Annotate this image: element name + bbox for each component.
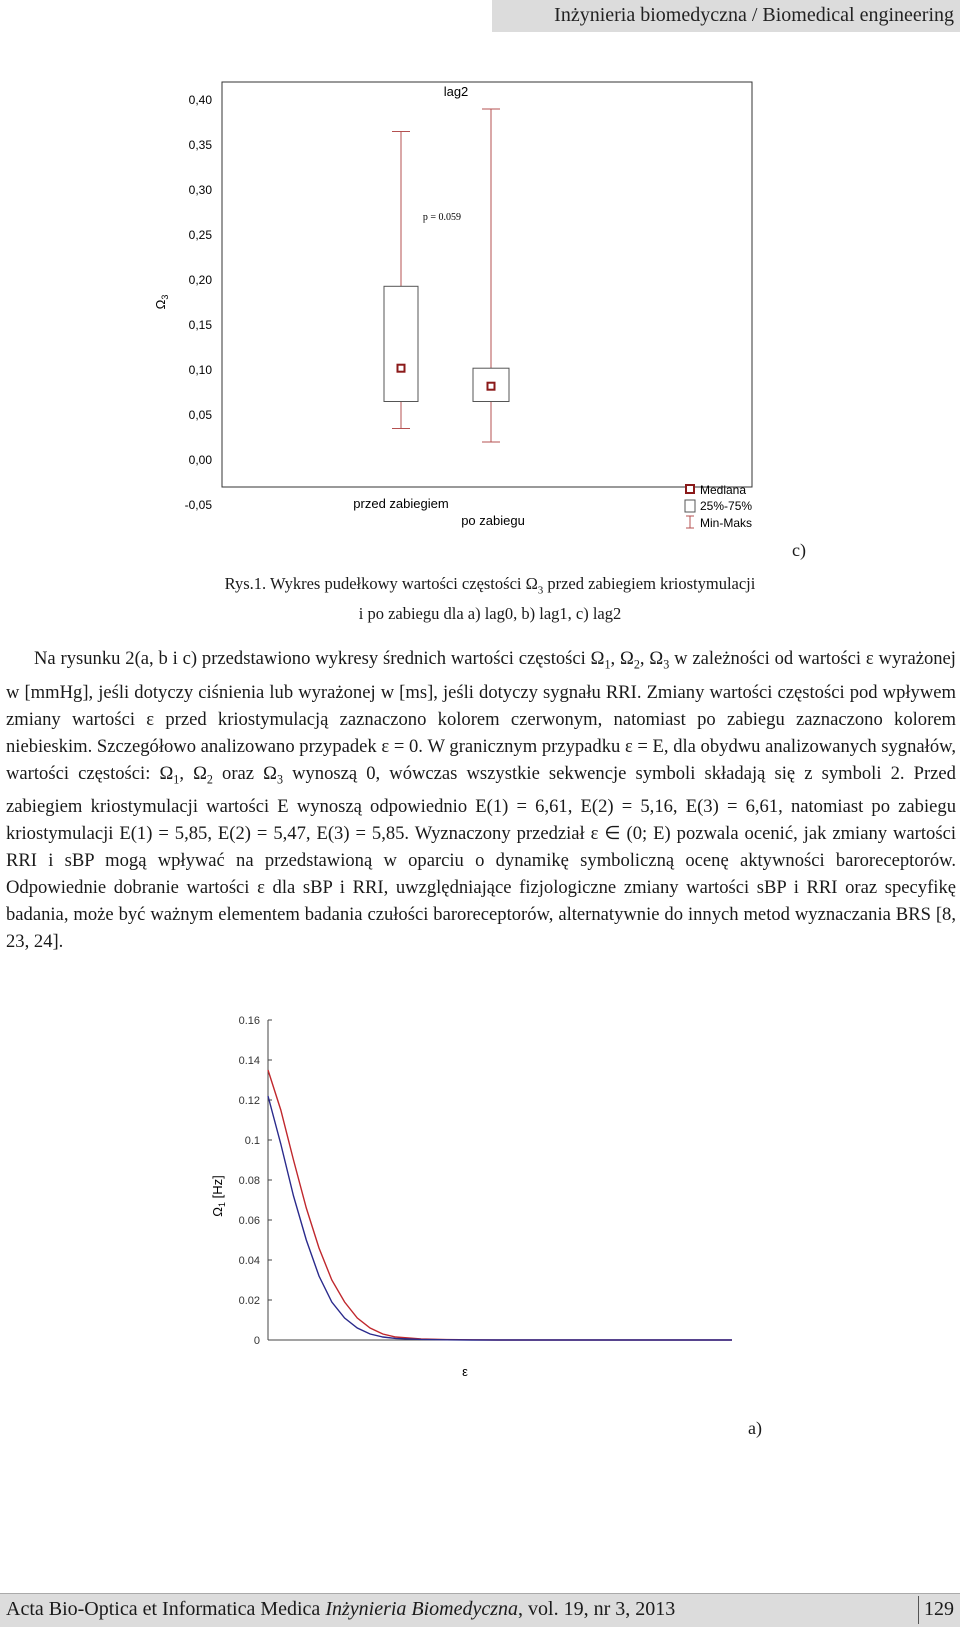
chart-title: lag2 bbox=[443, 84, 469, 99]
legend-box-marker bbox=[685, 500, 695, 512]
y-tick-label: 0,05 bbox=[188, 408, 212, 422]
svg-text:Ω1 [Hz]: $\Omega_1$ [Hz] bbox=[210, 1175, 227, 1217]
y-tick-label: 0.06 bbox=[238, 1215, 260, 1227]
legend-minmax-label: Min-Maks bbox=[700, 516, 753, 530]
category-label-after: po zabiegu bbox=[461, 513, 525, 528]
median-marker bbox=[398, 365, 405, 372]
category-label-before: przed zabiegiem bbox=[353, 496, 449, 511]
y-tick-label: -0,05 bbox=[184, 498, 212, 512]
caption-sub: 3 bbox=[537, 584, 544, 597]
median-marker bbox=[488, 383, 495, 390]
caption-line-2: i po zabiegu dla a) lag0, b) lag1, c) lag2 bbox=[358, 604, 622, 624]
plot-frame bbox=[222, 82, 752, 487]
body-paragraph: Na rysunku 2(a, b i c) przedstawiono wykresy średnich wartości częstości $\Omega_1$, $\Omega_2$, $\Omega_3$ w zależności od wartości ε wyrażonej w [mmHg], jeśli dotyczy ciśnienia lub wyrażonej w [ms], jeśli dotyczy sygnału RRI. Zmiany wartości częstości pod wpływem zmiany wartości ε przed kriostymulacją zaznaczono kolorem czerwonym, natomiast po zabiegu zaznaczono kolorem niebieskim. Szczegółowo analizowano przypadek ε = 0. W granicznym przypadku ε = E, dla obydwu analizowanych sygnałów, wartości częstości: $\Omega_1$, $\Omega_2$ oraz $\Omega_3$ wynoszą 0, wówczas wszystkie sekwencje symboli składają się z symboli 2. Przed zabiegiem kriostymulacji wartości E wynoszą odpowiednio E(1) = 6,61, E(2) = 5,16, E(3) = 6,61, natomiast po zabiegu kriostymulacji E(1) = 5,85, E(2) = 5,47, E(3) = 5,85. Wyznaczony przedział ε ∈ (0; E) pozwala ocenić, jak zmiany wartości RRI i sBP mogą wpływać na przedstawioną w oparciu o dynamikę symboliczną ocenę aktywności baroreceptorów. Odpowiednie dobranie wartości ε dla sBP i RRI, uwzględniające fizjologiczne zmiany wartości sBP i RRI oraz specyfikę badania, może być ważnym elementem badania czułości baroreceptorów, alternatywnie do innych metod wyznaczania BRS [8, 23, 24]. bbox=[6, 648, 956, 953]
legend bbox=[685, 483, 752, 530]
y-tick-label: 0.12 bbox=[238, 1095, 260, 1107]
journal-header: Inżynieria biomedyczna / Biomedical engineering bbox=[554, 4, 954, 26]
y-tick-label: 0.16 bbox=[238, 1015, 260, 1027]
iqr-box bbox=[384, 286, 418, 401]
y-tick-label: 0 bbox=[253, 1335, 260, 1347]
legend-median-label: Mediana bbox=[700, 483, 747, 497]
caption-text-2: przed zabiegiem kriostymulacji bbox=[543, 574, 756, 593]
y-tick-label: 0.02 bbox=[238, 1295, 260, 1307]
footer-separator bbox=[918, 1596, 919, 1624]
legend-whisker-marker bbox=[686, 516, 694, 528]
svg-text:Ω3 bbox=[153, 295, 170, 310]
ylabel-sub: 3 bbox=[160, 294, 170, 300]
y-tick-label: 0,25 bbox=[188, 228, 212, 242]
y-tick-label: 0,40 bbox=[188, 93, 212, 107]
y-tick-label: 0.14 bbox=[238, 1055, 260, 1067]
y-tick-label: 0,00 bbox=[188, 453, 212, 467]
ylabel-omega: Ω bbox=[153, 299, 168, 310]
legend-median-marker bbox=[686, 485, 694, 493]
footer-journal: Acta Bio-Optica et Informatica Medica Inżynieria Biomedyczna, vol. 19, nr 3, 2013 bbox=[6, 1598, 676, 1620]
caption-text-1: Wykres pudełkowy wartości częstości Ω bbox=[266, 574, 538, 593]
y-tick-label: 0,30 bbox=[188, 183, 212, 197]
series-line-1 bbox=[268, 1096, 732, 1340]
y-tick-label: 0,20 bbox=[188, 273, 212, 287]
caption-rys: Rys.1. bbox=[224, 574, 267, 593]
page-number: 129 bbox=[924, 1598, 954, 1620]
panel-label-c: c) bbox=[792, 540, 806, 560]
y-tick-label: 0,15 bbox=[188, 318, 212, 332]
y-axis-label-a bbox=[210, 1175, 227, 1216]
y-tick-label: 0.08 bbox=[238, 1175, 260, 1187]
panel-label-a: a) bbox=[748, 1418, 762, 1438]
figure-caption bbox=[170, 572, 810, 625]
legend-box-label: 25%-75% bbox=[700, 499, 753, 513]
y-tick-label: 0.1 bbox=[244, 1135, 260, 1147]
y-tick-label: 0,10 bbox=[188, 363, 212, 377]
series-line-0 bbox=[268, 1070, 732, 1340]
y-axis-label bbox=[153, 295, 170, 310]
line-chart-figure bbox=[0, 1000, 960, 1420]
box-plot-figure bbox=[0, 0, 960, 560]
x-axis-label: ε bbox=[462, 1364, 468, 1379]
y-tick-label: 0.04 bbox=[238, 1255, 260, 1267]
y-tick-label: 0,35 bbox=[188, 138, 212, 152]
p-value-annotation: p = 0.059 bbox=[422, 212, 462, 223]
